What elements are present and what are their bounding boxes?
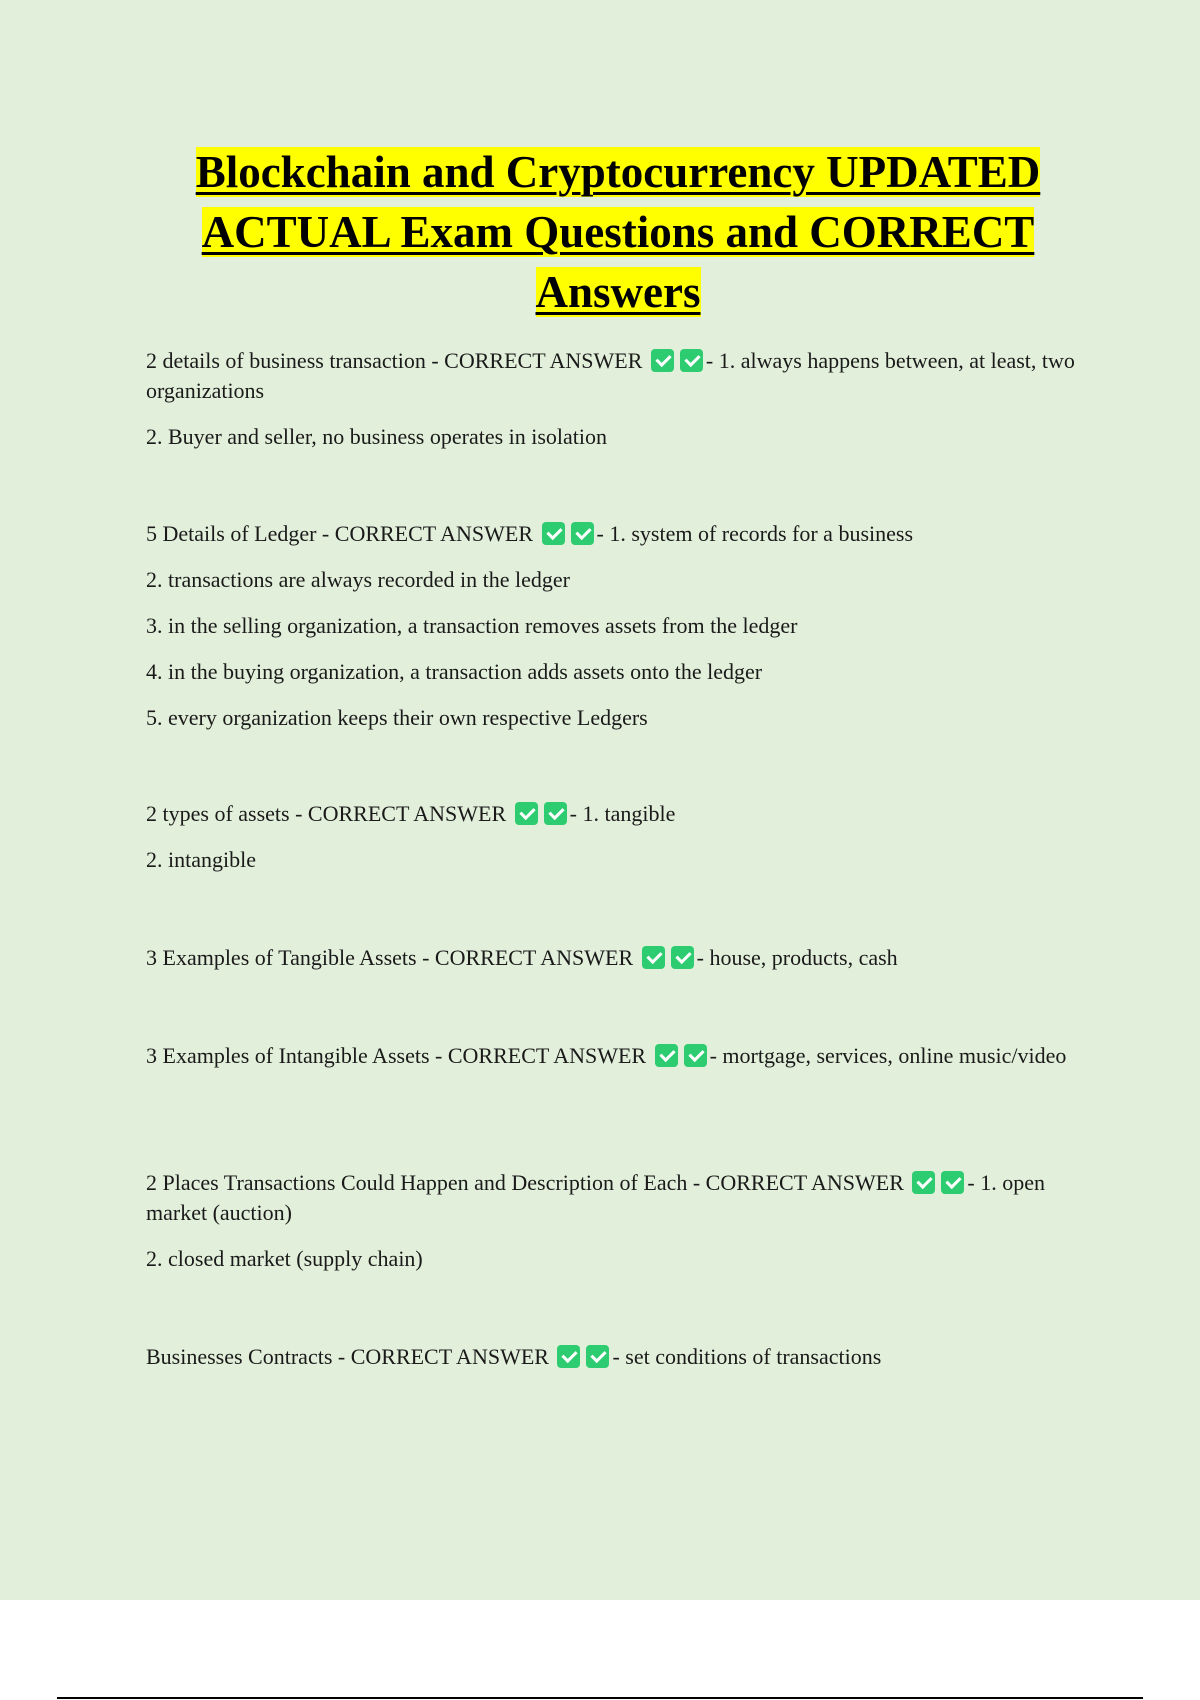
answer-text: - house, products, cash (696, 945, 898, 970)
question-text: 3 Examples of Intangible Assets - (146, 1043, 448, 1068)
check-mark-button-icon (515, 802, 538, 825)
answer-text: - mortgage, services, online music/video (709, 1043, 1067, 1068)
check-mark-button-icon (544, 802, 567, 825)
question-text: Businesses Contracts - (146, 1344, 351, 1369)
footer-divider (57, 1697, 1143, 1699)
check-mark-button-icon (912, 1171, 935, 1194)
qa-item (146, 943, 1086, 973)
check-mark-button-icon (642, 946, 665, 969)
qa-item (146, 1041, 1086, 1071)
qa-item (146, 1168, 1086, 1274)
question-text: 2 Places Transactions Could Happen and Description of Each - (146, 1170, 706, 1195)
check-mark-button-icon (571, 522, 594, 545)
answer-text: - 1. open market (auction) (146, 1170, 1046, 1225)
answer-text: - 1. always happens between, at least, two organizations (146, 348, 1075, 403)
qa-line (146, 943, 1086, 973)
qa-line (146, 1168, 1086, 1228)
qa-line (146, 1342, 1086, 1372)
answer-marker: CORRECT ANSWER (350, 1344, 549, 1369)
qa-line (146, 346, 1086, 406)
qa-line (146, 799, 1086, 829)
check-mark-button-icon (557, 1345, 580, 1368)
answer-marker: CORRECT ANSWER (334, 521, 534, 546)
question-text: 3 Examples of Tangible Assets - (146, 945, 435, 970)
answer-text: - 1. system of records for a business (596, 521, 914, 546)
question-text: 2 details of business transaction - (146, 348, 445, 373)
answer-marker: CORRECT ANSWER (434, 945, 634, 970)
title-line-2: ACTUAL Exam Questions and CORRECT (201, 207, 1035, 257)
answer-marker: CORRECT ANSWER (307, 801, 507, 826)
check-mark-button-icon (655, 1044, 678, 1067)
answer-continuation: 5. every organization keeps their own respective Ledgers (146, 705, 648, 730)
answer-continuation: 2. intangible (146, 847, 256, 872)
qa-item (146, 519, 1086, 733)
check-mark-button-icon (684, 1044, 707, 1067)
check-mark-button-icon (542, 522, 565, 545)
qa-item (146, 1342, 1086, 1372)
answer-continuation: 2. Buyer and seller, no business operates in isolation (146, 424, 608, 449)
qa-item (146, 799, 1086, 875)
check-mark-button-icon (680, 349, 703, 372)
qa-line (146, 1041, 1086, 1071)
qa-item (146, 346, 1086, 452)
answer-marker: CORRECT ANSWER (705, 1170, 904, 1195)
question-text: 2 types of assets - (146, 801, 308, 826)
check-mark-button-icon (671, 946, 694, 969)
answer-continuation: 3. in the selling organization, a transaction removes assets from the ledger (146, 613, 798, 638)
answer-marker: CORRECT ANSWER (447, 1043, 647, 1068)
answer-marker: CORRECT ANSWER (444, 348, 643, 373)
answer-continuation: 2. transactions are always recorded in the ledger (146, 567, 570, 592)
title-line-1: Blockchain and Cryptocurrency UPDATED (195, 147, 1041, 197)
check-mark-button-icon (941, 1171, 964, 1194)
answer-text: - 1. tangible (569, 801, 676, 826)
answer-continuation: 4. in the buying organization, a transaction adds assets onto the ledger (146, 659, 763, 684)
qa-line (146, 519, 1086, 549)
question-text: 5 Details of Ledger - (146, 521, 335, 546)
title-block (150, 142, 1086, 322)
check-mark-button-icon (586, 1345, 609, 1368)
answer-continuation: 2. closed market (supply chain) (146, 1246, 423, 1271)
check-mark-button-icon (651, 349, 674, 372)
title-line-3: Answers (535, 267, 701, 317)
answer-text: - set conditions of transactions (612, 1344, 882, 1369)
page-title (150, 142, 1086, 322)
